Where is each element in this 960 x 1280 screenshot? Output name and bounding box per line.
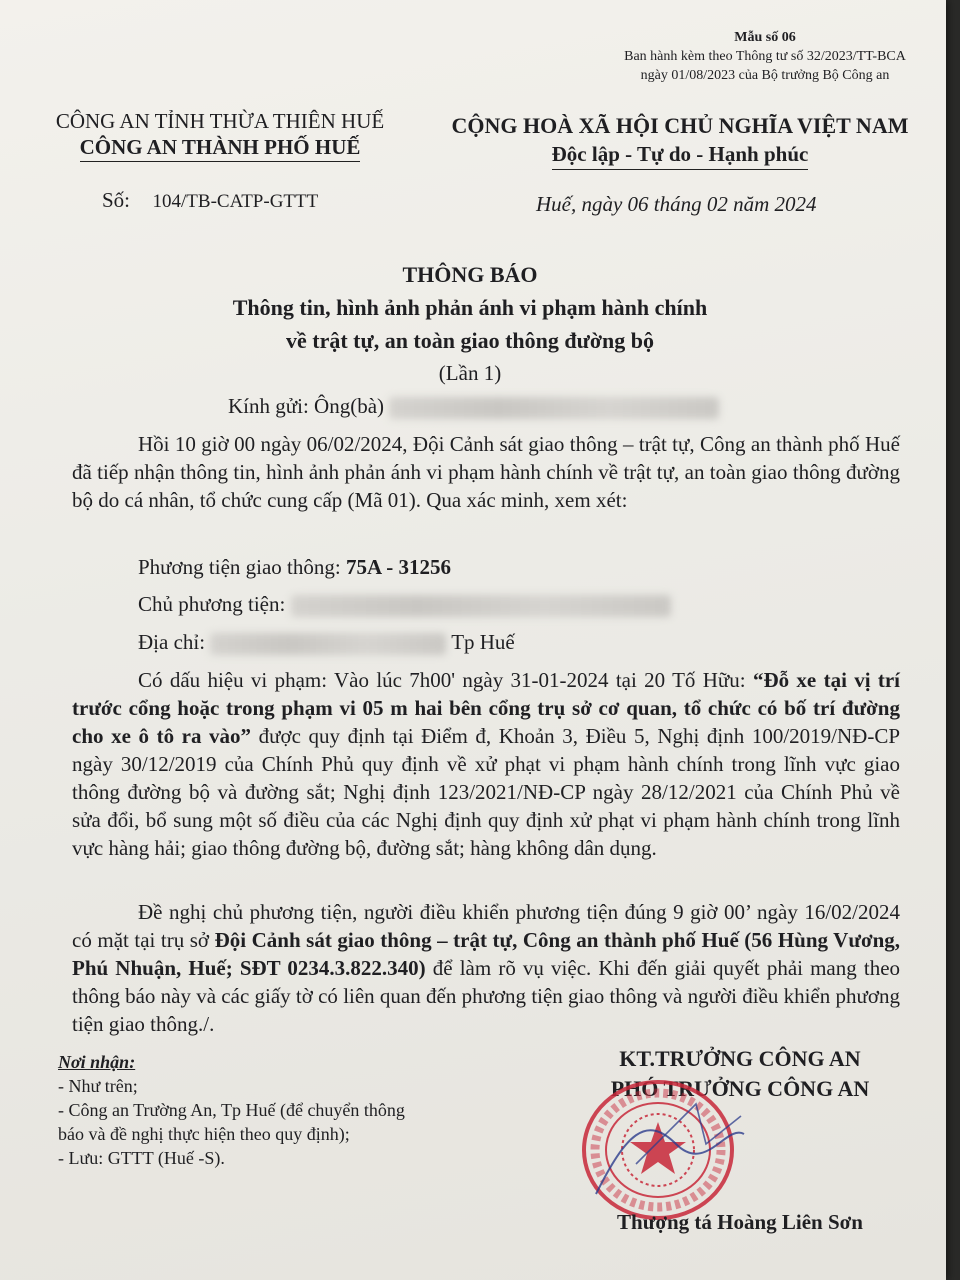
recipients-block <box>58 1050 528 1170</box>
signer-name: Thượng tá Hoàng Liên Sơn <box>617 1210 863 1234</box>
place-date: Huế, ngày 06 tháng 02 năm 2024 <box>536 192 817 216</box>
vehicle-plate: 75A - 31256 <box>345 555 451 579</box>
violation-legal-basis: được quy định tại Điểm đ, Khoản 3, Điều 5, Nghị định 100/2019/NĐ-CP ngày 30/12/2019 của Chính Phủ quy định về xử phạt vi phạm hành chính trong lĩnh vực giao thông đường bộ và đường sắt; Nghị định 123/2021/NĐ-CP ngày 28/12/2021 của Chính Phủ về sửa đổi, bổ sung một số điều của các Nghị định quy định xử phạt vi phạm hành chính trong lĩnh vực hàng hải; giao thông đường bộ, đường sắt; hàng không dân dụng. <box>72 724 901 860</box>
violation-lead: Có dấu hiệu vi phạm: Vào lúc 7h00' ngày 31-01-2024 tại 20 Tố Hữu: <box>138 668 746 692</box>
vehicle-label: Phương tiện giao thông: <box>138 555 341 579</box>
agency-parent: CÔNG AN TỈNH THỪA THIÊN HUẾ <box>55 109 385 133</box>
form-code-block <box>600 28 930 85</box>
notice-title: THÔNG BÁO <box>402 262 538 287</box>
request-location: Đội Cảnh sát giao thông – trật tự, Công an thành phố Huế (56 Hùng Vương, Phú Nhuận, Huế; SĐT 0234.3.822.340) <box>72 928 901 980</box>
notice-round: (Lần 1) <box>438 361 502 385</box>
recipients-item: - Như trên; <box>58 1076 138 1096</box>
document-number-label: Số: <box>102 188 131 212</box>
notice-subtitle-2: về trật tự, an toàn giao thông đường bộ <box>285 328 654 353</box>
vehicle-line <box>138 553 451 581</box>
recipients-heading: Nơi nhận: <box>58 1052 136 1072</box>
redacted-address <box>210 633 446 655</box>
country-name: CỘNG HOÀ XÃ HỘI CHỦ NGHĨA VIỆT NAM <box>451 113 909 138</box>
notice-title-block <box>100 258 840 390</box>
request-paragraph <box>72 898 900 1038</box>
address-line <box>138 628 515 656</box>
form-code-line1: Ban hành kèm theo Thông tư số 32/2023/TT-BCA <box>624 49 906 64</box>
signature-title-1: KT.TRƯỞNG CÔNG AN <box>619 1046 861 1071</box>
document-number <box>102 188 318 213</box>
recipients-item: - Lưu: GTTT (Huế -S). <box>58 1148 225 1168</box>
redacted-owner-name <box>291 595 671 617</box>
recipients-item: - Công an Trường An, Tp Huế (để chuyển thông <box>58 1100 405 1120</box>
intro-paragraph <box>72 430 900 514</box>
recipient-line <box>228 392 719 420</box>
agency-header <box>20 108 420 162</box>
violation-description: “Đỗ xe tại vị trí trước cổng hoặc trong phạm vi 05 m hai bên cổng trụ sở cơ quan, tổ chức có bố trí đường cho xe ô tô ra vào” <box>72 668 901 748</box>
signature-title-2: PHÓ TRƯỞNG CÔNG AN <box>610 1076 870 1101</box>
agency-name: CÔNG AN THÀNH PHỐ HUẾ <box>80 134 361 162</box>
request-lead: Đề nghị chủ phương tiện, người điều khiển phương tiện đúng 9 giờ 00’ ngày 16/02/2024 có mặt tại trụ sở <box>72 900 900 952</box>
notice-subtitle-1: Thông tin, hình ảnh phản ánh vi phạm hành chính <box>232 295 708 320</box>
request-rest: để làm rõ vụ việc. Khi đến giải quyết phải mang theo thông báo này và các giấy tờ có liên quan đến phương tiện giao thông và người điều khiển phương tiện giao thông./. <box>72 956 901 1036</box>
address-city: Tp Huế <box>451 630 515 654</box>
recipients-item: báo và đề nghị thực hiện theo quy định); <box>58 1124 350 1144</box>
national-motto: Độc lập - Tự do - Hạnh phúc <box>552 140 809 170</box>
intro-text: Hồi 10 giờ 00 ngày 06/02/2024, Đội Cảnh sát giao thông – trật tự, Công an thành phố Huế đã tiếp nhận thông tin, hình ảnh phản ánh vi phạm hành chính về trật tự, an toàn giao thông đường bộ do cá nhân, tổ chức cung cấp (Mã 01). Qua xác minh, xem xét: <box>72 432 900 512</box>
official-seal-icon <box>576 1074 746 1224</box>
national-header <box>430 112 930 170</box>
recipient-label: Kính gửi: Ông(bà) <box>228 394 385 418</box>
owner-label: Chủ phương tiện: <box>138 592 286 616</box>
violation-paragraph <box>72 666 900 862</box>
form-code-title: Mẫu số 06 <box>734 30 796 45</box>
form-code-line2: ngày 01/08/2023 của Bộ trưởng Bộ Công an <box>640 68 890 83</box>
redacted-recipient-name <box>389 397 719 419</box>
document-number-value: 104/TB-CATP-GTTT <box>152 191 319 212</box>
owner-line <box>138 590 671 618</box>
address-label: Địa chỉ: <box>138 630 206 654</box>
